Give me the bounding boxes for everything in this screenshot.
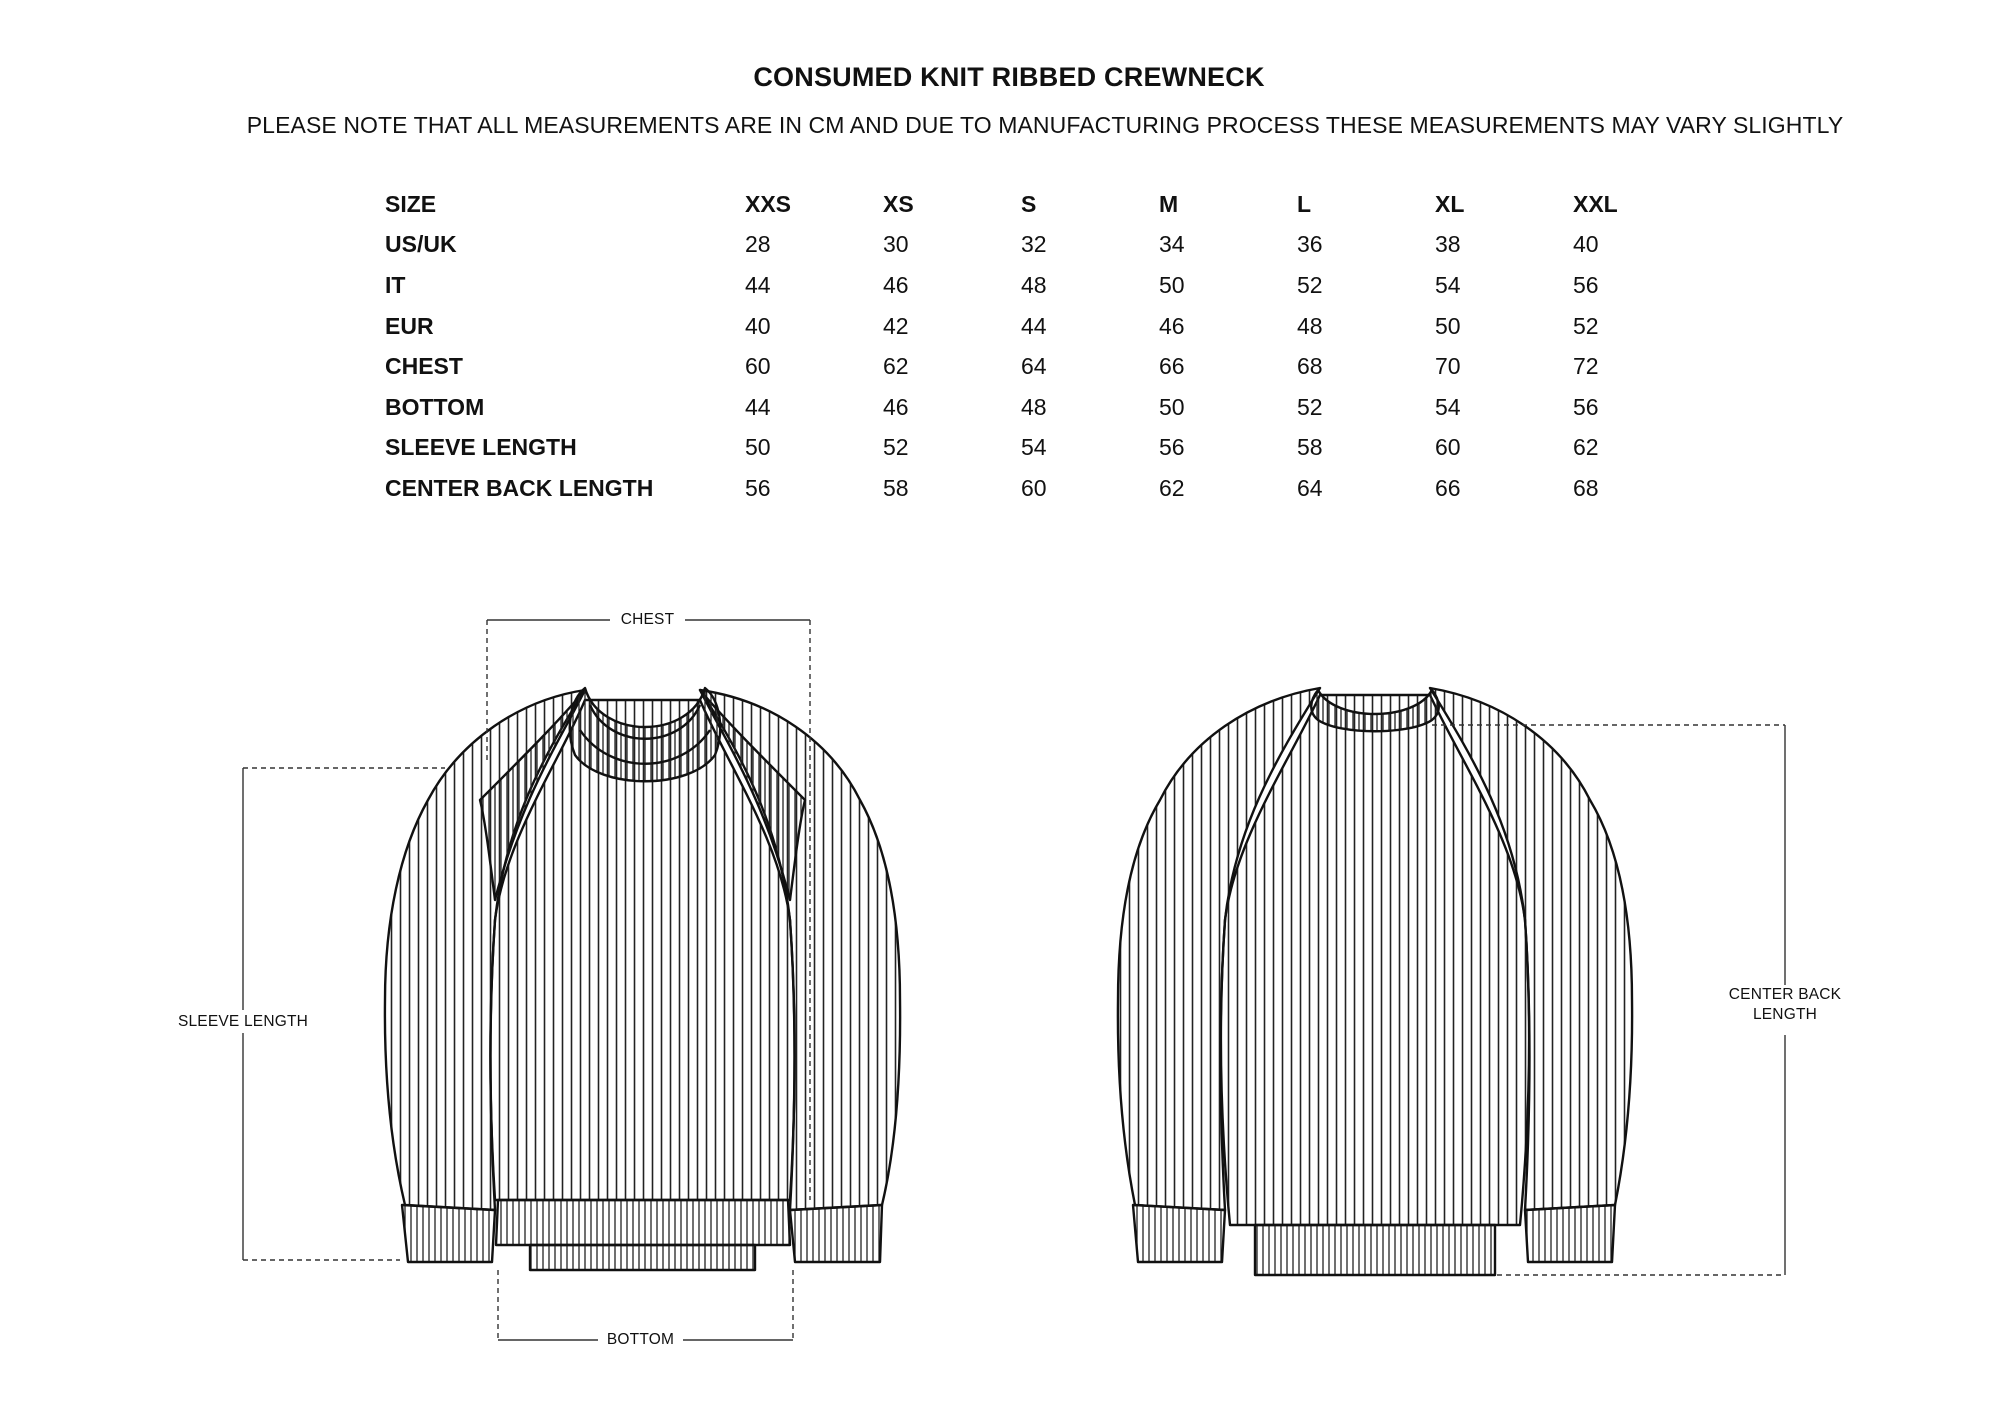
table-cell: 66 (1435, 474, 1461, 501)
table-cell: 68 (1573, 474, 1599, 501)
row-label: BOTTOM (385, 393, 485, 420)
table-cell: 44 (1021, 312, 1047, 339)
table-cell: 54 (1435, 271, 1461, 298)
table-cell: 32 (1021, 231, 1047, 258)
front-sweater-drawing (385, 688, 900, 1270)
table-cell: 34 (1159, 231, 1185, 258)
front-left-cuff (402, 1205, 495, 1262)
row-label: CENTER BACK LENGTH (385, 474, 654, 501)
table-cell: 62 (883, 353, 909, 380)
back-right-cuff (1525, 1205, 1615, 1262)
table-cell: 64 (1297, 474, 1323, 501)
table-cell: 60 (1021, 474, 1047, 501)
table-cell: 36 (1297, 231, 1323, 258)
sleeve-length-label: SLEEVE LENGTH (170, 1012, 316, 1032)
table-cell: 42 (883, 312, 909, 339)
table-cell: 62 (1573, 434, 1599, 461)
table-cell: 44 (745, 271, 771, 298)
row-label: SLEEVE LENGTH (385, 434, 577, 461)
table-cell: 52 (1297, 393, 1323, 420)
table-cell: 50 (1159, 393, 1185, 420)
table-cell: 30 (883, 231, 909, 258)
table-cell: 44 (745, 393, 771, 420)
table-cell: 70 (1435, 353, 1461, 380)
table-cell: 52 (1297, 271, 1323, 298)
table-cell: 72 (1573, 353, 1599, 380)
table-cell: 46 (883, 271, 909, 298)
table-cell: 56 (1573, 271, 1599, 298)
table-cell: 50 (1435, 312, 1461, 339)
table-cell: 54 (1021, 434, 1047, 461)
table-cell: 58 (1297, 434, 1323, 461)
table-cell: 48 (1297, 312, 1323, 339)
table-cell: 56 (1573, 393, 1599, 420)
back-hem-band (1255, 1225, 1495, 1275)
header-xs: XS (883, 190, 914, 217)
table-cell: 50 (1159, 271, 1185, 298)
table-cell: 40 (1573, 231, 1599, 258)
back-sweater-drawing (1118, 688, 1632, 1275)
front-hem-band (496, 1200, 790, 1245)
measurement-note: PLEASE NOTE THAT ALL MEASUREMENTS ARE IN CM AND DUE TO MANUFACTURING PROCESS THESE MEASUREMENTS MAY VARY SLIGHTLY (246, 112, 1844, 138)
table-cell: 64 (1021, 353, 1047, 380)
table-cell: 48 (1021, 271, 1047, 298)
bottom-label: BOTTOM (598, 1330, 683, 1350)
table-cell: 50 (745, 434, 771, 461)
header-xxl: XXL (1573, 190, 1618, 217)
table-cell: 56 (745, 474, 771, 501)
table-cell: 46 (1159, 312, 1185, 339)
center-back-label-line2: LENGTH (1752, 1006, 1818, 1023)
header-l: L (1297, 190, 1312, 217)
header-xl: XL (1435, 190, 1465, 217)
table-cell: 56 (1159, 434, 1185, 461)
front-right-cuff (790, 1205, 882, 1262)
row-label: EUR (385, 312, 434, 339)
table-cell: 62 (1159, 474, 1185, 501)
table-cell: 58 (883, 474, 909, 501)
table-cell: 28 (745, 231, 771, 258)
header-m: M (1159, 190, 1179, 217)
header-xxs: XXS (745, 190, 792, 217)
table-cell: 66 (1159, 353, 1185, 380)
table-cell: 60 (745, 353, 771, 380)
row-label: IT (385, 271, 406, 298)
table-cell: 38 (1435, 231, 1461, 258)
center-back-length-label (1720, 985, 1850, 1025)
row-label: US/UK (385, 231, 457, 258)
table-cell: 60 (1435, 434, 1461, 461)
header-s: S (1021, 190, 1037, 217)
center-back-label-line1: CENTER BACK (1728, 986, 1842, 1003)
table-cell: 52 (1573, 312, 1599, 339)
table-cell: 68 (1297, 353, 1323, 380)
table-cell: 46 (883, 393, 909, 420)
header-size: SIZE (385, 190, 437, 217)
table-cell: 48 (1021, 393, 1047, 420)
chart-title: CONSUMED KNIT RIBBED CREWNECK (753, 62, 1265, 92)
table-cell: 52 (883, 434, 909, 461)
table-cell: 40 (745, 312, 771, 339)
back-left-cuff (1133, 1205, 1225, 1262)
chest-label: CHEST (610, 610, 685, 630)
row-label: CHEST (385, 353, 463, 380)
front-hem-band-back (530, 1245, 755, 1270)
table-cell: 54 (1435, 393, 1461, 420)
